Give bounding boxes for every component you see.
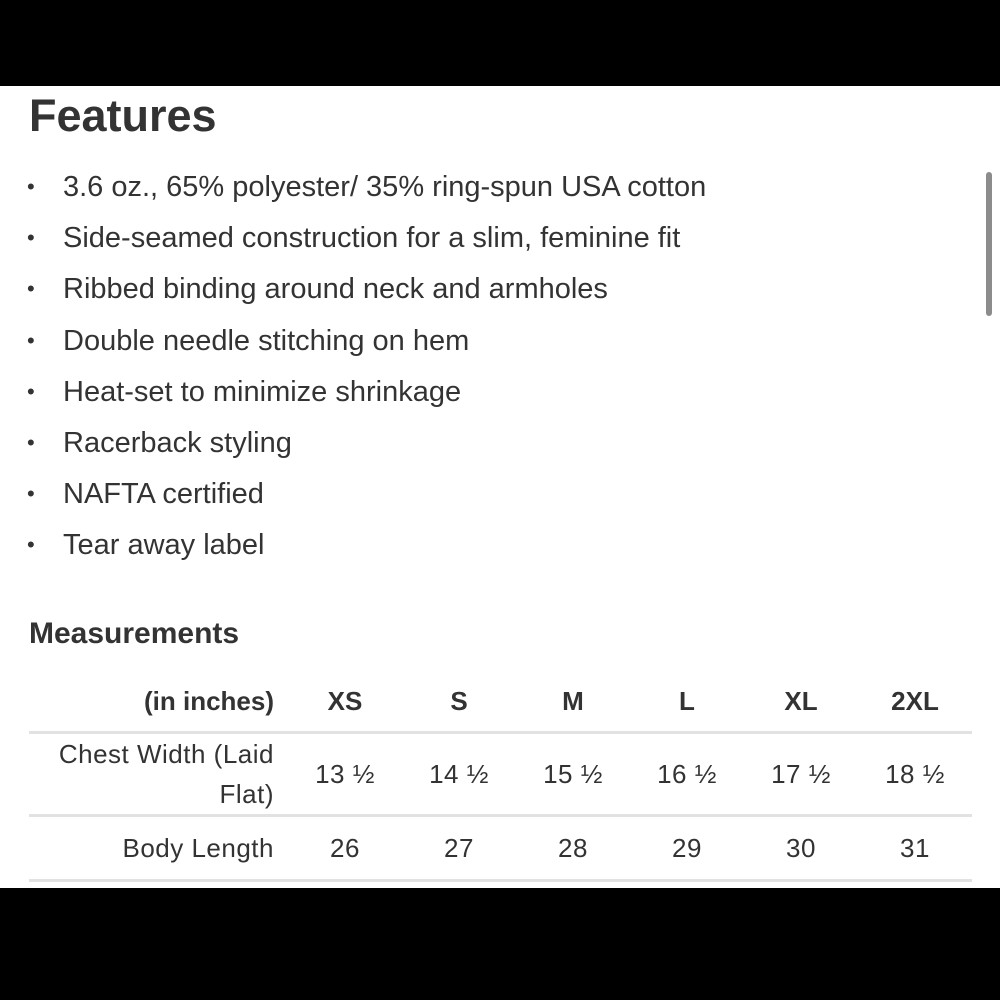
- feature-text: NAFTA certified: [63, 478, 264, 511]
- row-label-line: Flat): [219, 779, 274, 809]
- feature-text: Heat-set to minimize shrinkage: [63, 375, 462, 408]
- feature-item: [0, 471, 706, 522]
- table-cell: 27: [402, 816, 516, 881]
- feature-text: Ribbed binding around neck and armholes: [63, 273, 608, 306]
- table-cell: 15 ½: [516, 733, 630, 816]
- feature-item: [0, 215, 706, 266]
- bullet-icon: •: [27, 276, 35, 302]
- feature-text: Tear away label: [63, 529, 265, 562]
- bullet-icon: •: [27, 481, 35, 507]
- feature-item: [0, 522, 706, 573]
- bullet-icon: •: [27, 225, 35, 251]
- feature-text: 3.6 oz., 65% polyester/ 35% ring-spun USA cotton: [63, 171, 707, 203]
- table-cell: 18 ½: [858, 733, 972, 816]
- row-label-body-length: Body Length: [29, 816, 288, 881]
- feature-text: Racerback styling: [63, 426, 292, 459]
- table-header-row: [29, 671, 972, 733]
- row-label-line: Chest Width (Laid: [58, 739, 274, 769]
- product-details-page[interactable]: [0, 86, 1000, 888]
- features-list: [0, 164, 706, 574]
- feature-text: Double needle stitching on hem: [63, 324, 470, 357]
- size-header-s: S: [402, 671, 516, 733]
- bullet-icon: •: [27, 532, 35, 558]
- feature-item: [0, 369, 706, 420]
- table-cell: 13 ½: [288, 733, 402, 816]
- size-chart-table: [29, 671, 972, 882]
- table-cell: 29: [630, 816, 744, 881]
- size-header-xl: XL: [744, 671, 858, 733]
- table-cell: 17 ½: [744, 733, 858, 816]
- table-row: [29, 733, 972, 816]
- table-cell: 14 ½: [402, 733, 516, 816]
- feature-item: [0, 318, 706, 369]
- table-cell: 30: [744, 816, 858, 881]
- vertical-scrollbar[interactable]: [986, 172, 992, 316]
- size-header-m: M: [516, 671, 630, 733]
- table-cell: 26: [288, 816, 402, 881]
- feature-text: Side-seamed construction for a slim, feminine fit: [63, 222, 681, 255]
- features-heading: Features: [29, 90, 217, 141]
- feature-item: [0, 266, 706, 317]
- top-black-bar: [0, 0, 1000, 86]
- bullet-icon: •: [27, 429, 35, 455]
- table-row: [29, 816, 972, 881]
- bullet-icon: •: [27, 174, 35, 199]
- measurements-heading: Measurements: [29, 617, 240, 650]
- table-cell: 16 ½: [630, 733, 744, 816]
- bullet-icon: •: [27, 378, 35, 404]
- feature-item: [0, 164, 706, 215]
- size-header-xs: XS: [288, 671, 402, 733]
- size-header-2xl: 2XL: [858, 671, 972, 733]
- bullet-icon: •: [27, 327, 35, 353]
- row-label-chest-width: [29, 733, 288, 816]
- bottom-black-bar: [0, 888, 1000, 1000]
- size-header-l: L: [630, 671, 744, 733]
- table-cell: 28: [516, 816, 630, 881]
- table-cell: 31: [858, 816, 972, 881]
- feature-item: [0, 420, 706, 471]
- unit-header: (in inches): [29, 671, 288, 733]
